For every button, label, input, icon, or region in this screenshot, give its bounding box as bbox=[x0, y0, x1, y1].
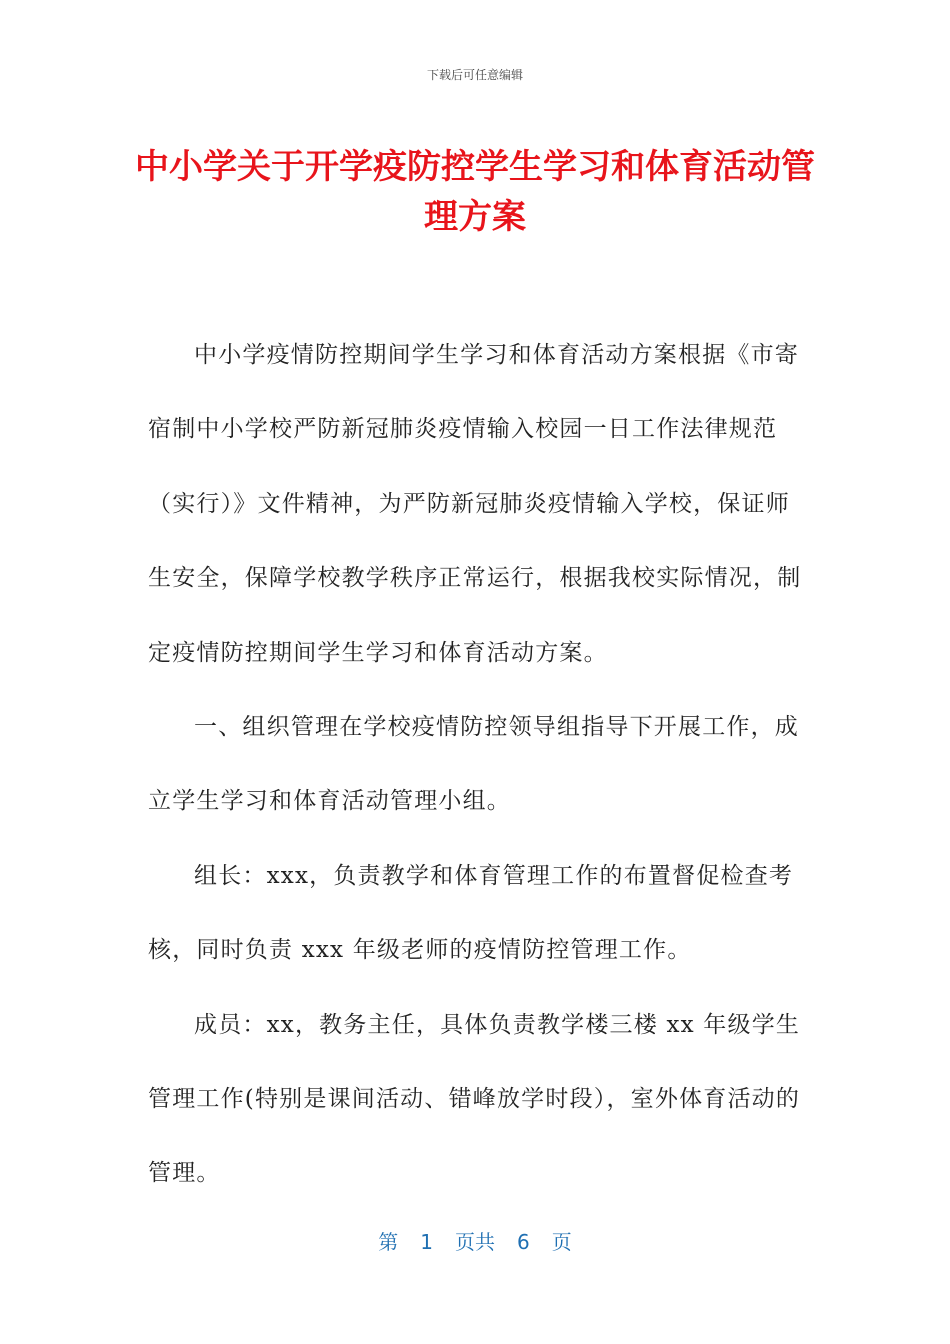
footer-prefix: 第 bbox=[378, 1230, 399, 1254]
document-title: 中小学关于开学疫防控学生学习和体育活动管理方案 bbox=[135, 147, 815, 237]
paragraph-members: 成员：xx，教务主任，具体负责教学楼三楼 xx 年级学生管理工作(特别是课间活动、错峰放学时段），室外体育活动的管理。 bbox=[148, 1011, 801, 1187]
footer-current-page: 1 bbox=[420, 1230, 433, 1254]
paragraph-intro: 中小学疫情防控期间学生学习和体育活动方案根据《市寄宿制中小学校严防新冠肺炎疫情输入校园一日工作法律规范（实行）》文件精神，为严防新冠肺炎疫情输入学校，保证师生安全，保障学校教学秩序正常运行，根据我校实际情况，制定疫情防控期间学生学习和体育活动方案。 bbox=[148, 342, 802, 666]
footer-total-pages: 6 bbox=[517, 1230, 530, 1254]
footer-middle: 页共 bbox=[455, 1230, 495, 1254]
paragraph-organization: 一、组织管理在学校疫情防控领导组指导下开展工作，成立学生学习和体育活动管理小组。 bbox=[148, 714, 799, 815]
header-note: 下载后可任意编辑 bbox=[426, 68, 523, 82]
footer-suffix: 页 bbox=[551, 1230, 572, 1254]
page-number-footer bbox=[0, 1226, 950, 1255]
paragraph-team-leader: 组长：xxx，负责教学和体育管理工作的布置督促检查考核，同时负责 xxx 年级老师的疫情防控管理工作。 bbox=[148, 862, 794, 964]
document-body bbox=[148, 318, 808, 1211]
